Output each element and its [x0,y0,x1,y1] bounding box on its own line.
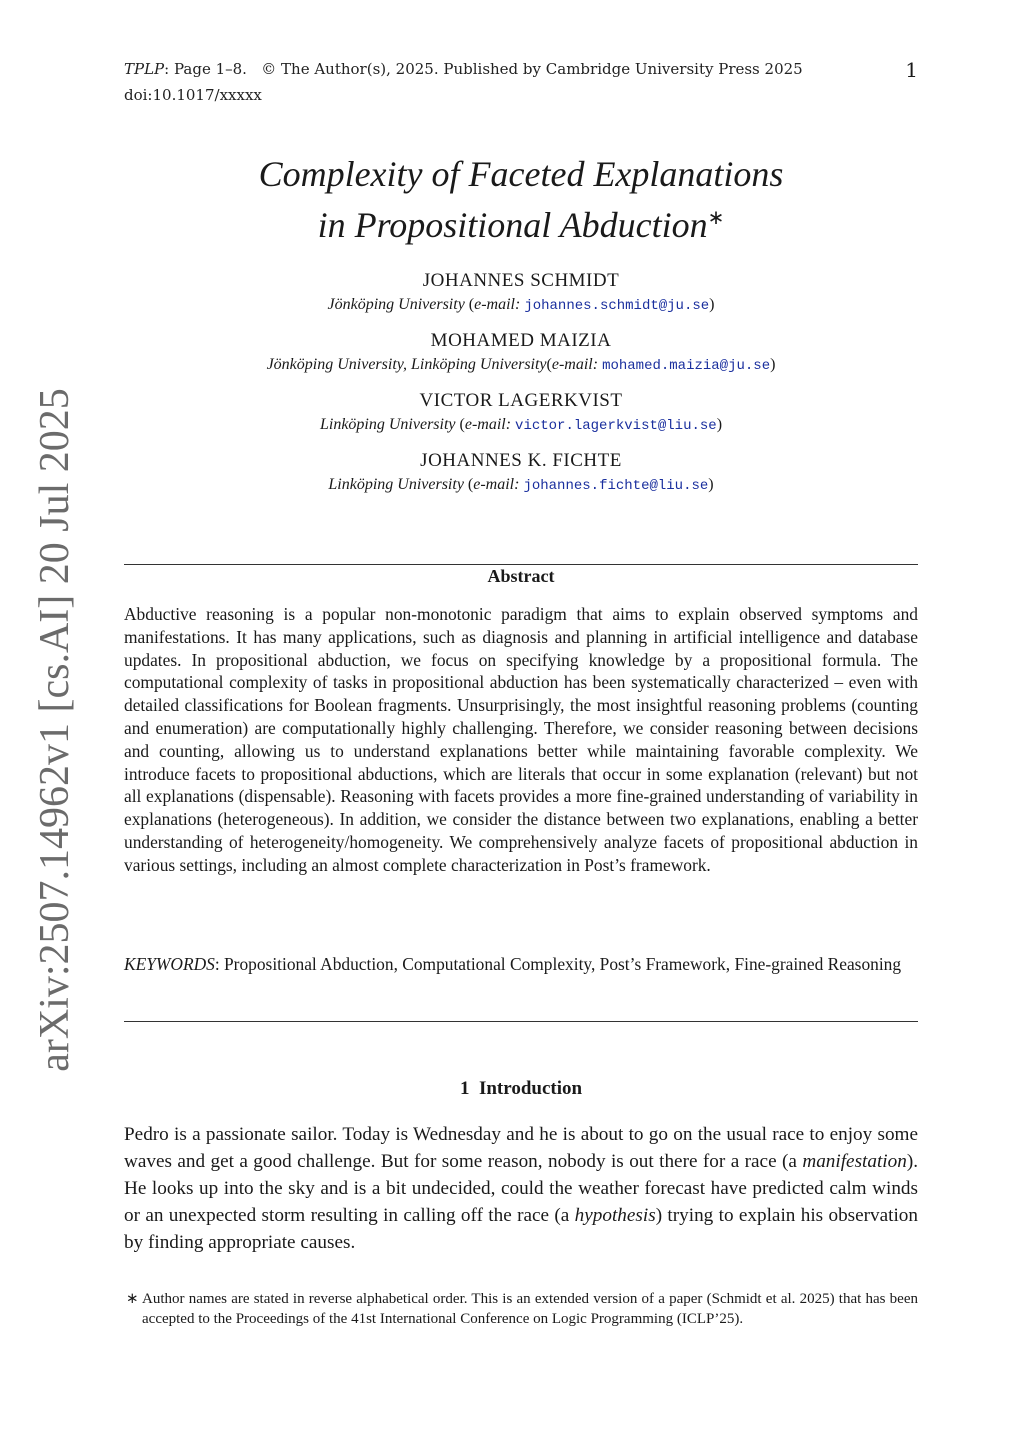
emphasis-manifestation: manifestation [802,1151,907,1172]
footnote [124,1290,918,1329]
keywords-list: : Propositional Abduction, Computational Complexity, Post’s Framework, Fine-grained Reasoning [214,954,902,974]
section-number: 1 [459,1078,470,1099]
keywords-label: KEYWORDS [124,954,215,974]
author-name: JOHANNES SCHMIDT [422,270,620,291]
title-line-1: Complexity of Faceted Explanations [258,154,784,194]
intro-paragraph: Pedro is a passionate sailor. Today is Wednesday and he is about to go on the usual race to enjoy some waves and get a good challenge. But for some reason, nobody is out there for a race (a manifestation). He looks up into the sky and is a bit undecided, could the weather forecast have predicted calm winds or an unexpected storm resulting in calling off the race (a hypothesis) trying to explain his observation by finding appropriate causes. [124,1124,918,1253]
author-email-link[interactable]: mohamed.maizia@ju.se [602,358,771,374]
arxiv-margin-stamp [20,380,90,1080]
doi: doi:10.1017/xxxxx [124,86,262,104]
author-block [124,390,918,434]
author-affiliation: Jönköping University, Linköping University(e-mail: mohamed.maizia@ju.se) [266,356,776,374]
abstract-bottom-rule [124,1021,918,1022]
author-email-link[interactable]: johannes.fichte@liu.se [523,478,709,494]
footnote-text: Author names are stated in reverse alphabetical order. This is an extended version of a paper (Schmidt et al. 2025) that has been accepted to the Proceedings of the 41st International Conference on Logic Programming (ICLP’25). [142,1291,918,1327]
author-affiliation: Jönköping University (e-mail: johannes.schmidt@ju.se) [327,296,715,314]
keywords [124,953,918,976]
footnote-mark: ∗ [126,1291,139,1307]
author-name: JOHANNES K. FICHTE [420,450,622,471]
author-affiliation: Linköping University (e-mail: johannes.fichte@liu.se) [328,476,714,494]
running-header [124,60,803,78]
arxiv-identifier: arXiv:2507.14962v1 [cs.AI] 20 Jul 2025 [32,388,78,1072]
author-affiliation: Linköping University (e-mail: victor.lagerkvist@liu.se) [319,416,723,434]
author-name: VICTOR LAGERKVIST [419,390,623,411]
author-email-link[interactable]: johannes.schmidt@ju.se [524,298,710,314]
title-line-2: in Propositional Abduction∗ [317,205,725,245]
page-range: : Page 1–8. [164,60,247,78]
abstract-heading: Abstract [487,566,555,586]
abstract-body: Abductive reasoning is a popular non-monotonic paradigm that aims to explain observed symptoms and manifestations. It has many applications, such as diagnosis and planning in artificial intelligence and database updates. In propositional abduction, we focus on specifying knowledge by a propositional formula. The computational complexity of tasks in propositional abduction has been systematically characterized – even with detailed classifications for Boolean fragments. Unsurprisingly, the most insightful reasoning problems (counting and enumeration) are computationally highly challenging. Therefore, we consider reasoning between decisions and counting, allowing us to understand explanations better while maintaining favorable complexity. We introduce facets to propositional abductions, which are literals that occur in some explanation (relevant) but not all explanations (dispensable). Reasoning with facets provides a more fine-grained understanding of variability in explanations (heterogeneous). In addition, we consider the distance between two explanations, enabling a better understanding of heterogeneity/homogeneity. We comprehensively analyze facets of propositional abduction in various settings, including an almost complete characterization in Post’s framework. [124,604,918,875]
section-heading [124,1078,918,1100]
author-block [124,270,918,314]
abstract-top-rule [124,564,918,565]
section-title: Introduction [478,1078,583,1099]
author-block [124,450,918,494]
paper-title [124,152,918,247]
author-email-link[interactable]: victor.lagerkvist@liu.se [515,418,717,434]
emphasis-hypothesis: hypothesis [574,1205,656,1226]
page-number: 1 [905,58,918,82]
author-block [124,330,918,374]
title-footnote-mark: ∗ [707,207,725,229]
author-name: MOHAMED MAIZIA [430,330,612,351]
journal-name: TPLP [124,60,165,78]
copyright-notice: © The Author(s), 2025. Published by Cambridge University Press 2025 [261,60,803,78]
